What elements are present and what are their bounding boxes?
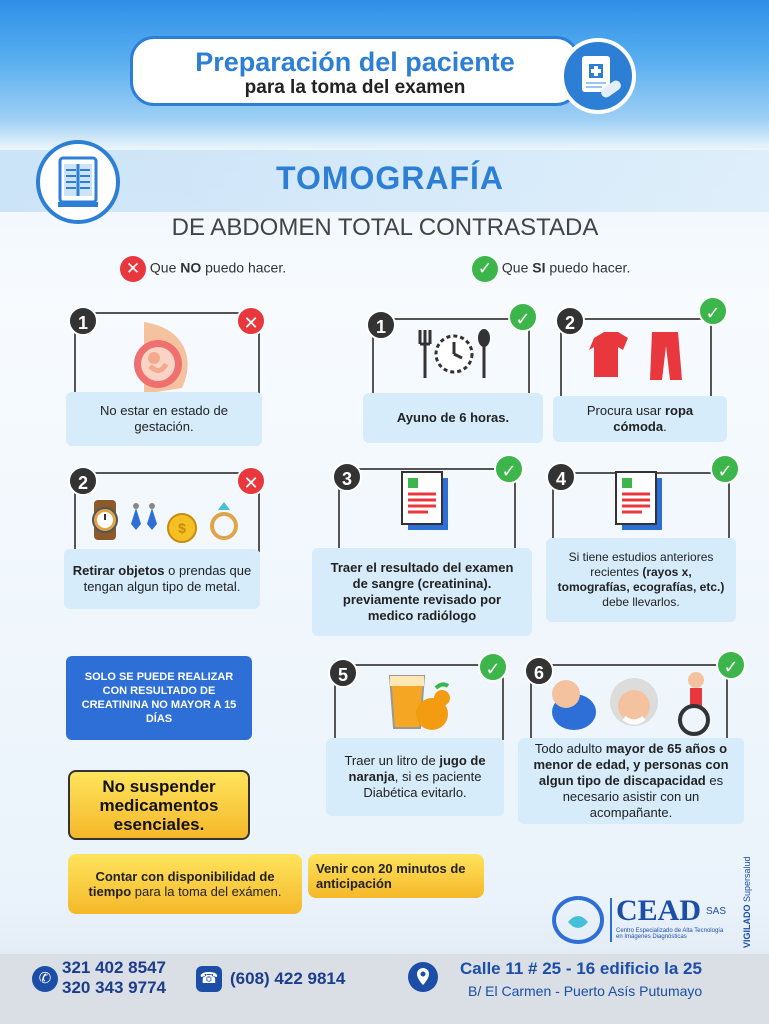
landline-number[interactable]: (608) 422 9814 xyxy=(230,969,346,988)
brand-name: CEAD xyxy=(616,894,702,927)
creatinine-note: SOLO SE PUEDE REALIZAR CON RESULTADO DE CREATININA NO MAYOR A 15 DÍAS xyxy=(66,656,252,740)
orange-juice-icon xyxy=(386,670,456,739)
can-card-6: Todo adulto mayor de 65 años o menor de edad, y personas con algun tipo de discapacidad es necesario asistir con un acompañante. xyxy=(518,738,744,824)
fasting-clock-icon xyxy=(414,326,494,387)
step-number: 4 xyxy=(546,462,576,492)
step-number: 5 xyxy=(328,658,358,688)
exam-title: TOMOGRAFÍA xyxy=(275,160,505,196)
cannot-card-2: Retirar objetos o prendas que tengan algun tipo de metal. xyxy=(64,549,260,609)
lab-report-icon xyxy=(612,470,668,541)
whatsapp-icon: ✆ xyxy=(32,966,58,992)
metal-objects-icon xyxy=(86,496,246,549)
time-note: Contar con disponibilidad de tiempo para la toma del exámen. xyxy=(68,854,302,914)
can-card-2: Procura usar ropa cómoda. xyxy=(553,396,727,442)
step-number: 1 xyxy=(366,310,396,340)
can-card-1: Ayuno de 6 horas. xyxy=(363,393,543,443)
xray-icon xyxy=(36,140,120,224)
check-icon: ✓ xyxy=(508,302,538,332)
brand-tagline: Centro Especializado de Alta Tecnología en Imágenes Diagnósticas xyxy=(616,928,724,940)
check-icon: ✓ xyxy=(716,650,746,680)
phone-icon: ☎ xyxy=(196,966,222,992)
step-number: 2 xyxy=(555,306,585,336)
cannot-card-1: No estar en estado de gestación. xyxy=(66,392,262,446)
can-card-5: Traer un litro de jugo de naranja, si es paciente Diabética evitarlo. xyxy=(326,738,504,816)
early-arrival-note: Venir con 20 minutos de anticipación xyxy=(308,854,484,898)
svg-text:$: $ xyxy=(178,520,186,536)
check-icon: ✓ xyxy=(710,454,740,484)
header-banner xyxy=(130,36,580,106)
neighborhood: B/ El Carmen - Puerto Asís Putumayo xyxy=(468,983,703,999)
check-icon: ✓ xyxy=(698,296,728,326)
cross-icon: ✕ xyxy=(236,306,266,336)
companion-people-icon xyxy=(544,666,724,741)
whatsapp-numbers[interactable]: 321 402 8547 320 343 9774 xyxy=(62,958,166,997)
medical-clipboard-icon xyxy=(560,38,636,114)
step-number: 1 xyxy=(68,306,98,336)
exam-subtitle: DE ABDOMEN TOTAL CONTRASTADA xyxy=(171,214,599,241)
step-number: 6 xyxy=(524,656,554,686)
legend-cannot: ✕ Que NO puedo hacer. xyxy=(120,256,286,282)
pregnancy-icon xyxy=(124,318,204,403)
medications-note: No suspender medicamentos esenciales. xyxy=(68,770,250,840)
step-number: 3 xyxy=(332,462,362,492)
lab-report-icon xyxy=(398,470,454,541)
step-number: 2 xyxy=(68,466,98,496)
cross-icon: ✕ xyxy=(236,466,266,496)
location-pin-icon xyxy=(408,962,438,992)
vigilado-supersalud: VIGILADO Supersalud xyxy=(742,856,752,948)
check-icon: ✓ xyxy=(478,652,508,682)
can-card-4: Si tiene estudios anteriores recientes (rayos x, tomografías, ecografías, etc.) debe llevarlos. xyxy=(546,538,736,622)
legend-can: ✓ Que SI puedo hacer. xyxy=(472,256,630,282)
can-card-3: Traer el resultado del examen de sangre (creatinina). previamente revisado por medico radiólogo xyxy=(312,548,532,636)
brand-suffix: SAS xyxy=(706,906,727,917)
address: Calle 11 # 25 - 16 edificio la 25 xyxy=(460,959,702,978)
header-title: Preparación del paciente xyxy=(195,47,515,77)
clothes-icon xyxy=(586,330,686,389)
header-subtitle: para la toma del examen xyxy=(244,77,466,98)
cross-icon: ✕ xyxy=(120,256,146,282)
check-icon: ✓ xyxy=(472,256,498,282)
check-icon: ✓ xyxy=(494,454,524,484)
brand-divider xyxy=(610,898,612,942)
cead-logo-icon xyxy=(548,894,608,946)
